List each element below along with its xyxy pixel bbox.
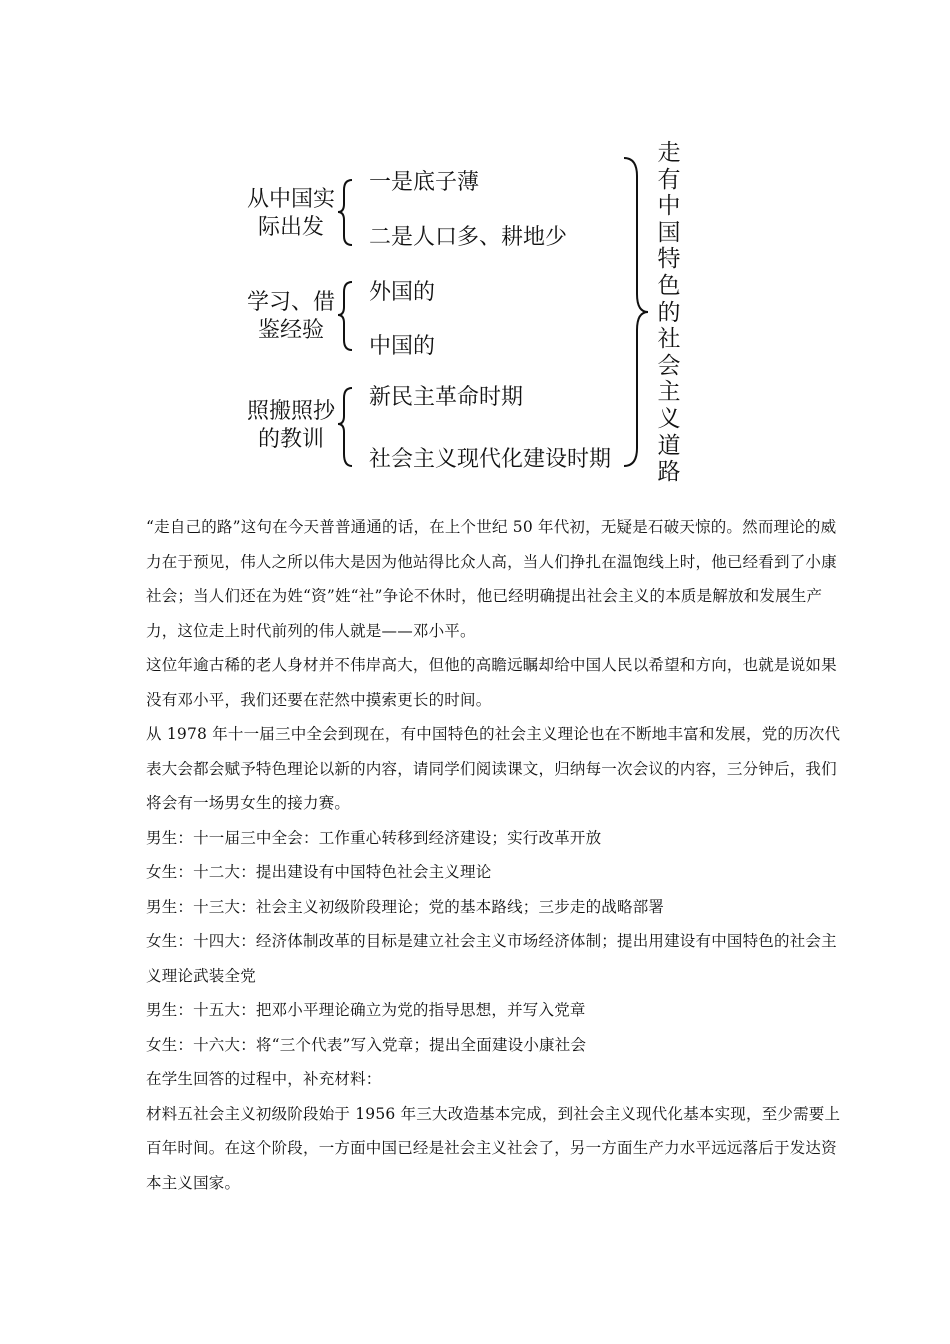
group-item: 二是人口多、耕地少 (369, 225, 568, 250)
paragraph: 女生：十四大：经济体制改革的目标是建立社会主义市场经济体制；提出用建设有中国特色的社会主义理论武装全党 (146, 932, 837, 985)
vertical-title (652, 140, 686, 486)
paragraph: 男生：十三大：社会主义初级阶段理论；党的基本路线；三步走的战略部署 (146, 897, 665, 916)
group-item: 社会主义现代化建设时期 (369, 447, 612, 472)
paragraph: 女生：十二大：提出建设有中国特色社会主义理论 (146, 863, 492, 881)
paragraph: “走自己的路”这句在今天普普通通的话，在上个世纪 50 年代初，无疑是石破天惊的。然而理论的威力在于预见，伟人之所以伟大是因为他站得比众人高，当人们挣扎在温饱线上时，他已经看到了小康社会；当人们还在为姓“资”姓“社”争论不休时，他已经明确提出社会主义的本质是解放和发展生产力，这位走上时代前列的伟人就是——邓小平。 (146, 518, 837, 640)
concept-diagram (0, 0, 950, 500)
group-item: 一是底子薄 (369, 170, 480, 195)
group-label-3 (236, 398, 346, 454)
group-label-line: 学习、借 (246, 290, 335, 315)
group-label-line: 照搬照抄 (246, 399, 335, 424)
group-label-2 (236, 289, 346, 345)
group-item: 中国的 (369, 334, 436, 359)
vertical-title-char: 色 (657, 272, 681, 299)
group-label-line: 的教训 (257, 427, 324, 452)
vertical-title-char: 国 (657, 219, 681, 246)
paragraph: 从 1978 年十一届三中全会到现在，有中国特色的社会主义理论也在不断地丰富和发展，党的历次代表大会都会赋予特色理论以新的内容，请同学们阅读课文，归纳每一次会议的内容，三分钟后，我们将会有一场男女生的接力赛。 (146, 725, 841, 812)
vertical-title-char: 主 (657, 379, 681, 406)
paragraph: 材料五社会主义初级阶段始于 1956 年三大改造基本完成，到社会主义现代化基本实现，至少需要上百年时间。在这个阶段，一方面中国已经是社会主义社会了，另一方面生产力水平远远落后于发达资本主义国家。 (146, 1104, 841, 1192)
vertical-title-char: 义 (657, 405, 681, 432)
vertical-title-char: 有 (657, 166, 681, 193)
body-text (146, 510, 846, 1200)
paragraph: 在学生回答的过程中，补充材料： (146, 1070, 382, 1088)
group-item: 外国的 (369, 280, 436, 305)
vertical-title-char: 社 (657, 326, 681, 353)
paragraph: 这位年逾古稀的老人身材并不伟岸高大，但他的高瞻远瞩却给中国人民以希望和方向，也就是说如果没有邓小平，我们还要在茫然中摸索更长的时间。 (146, 656, 837, 709)
paragraph: 男生：十五大：把邓小平理论确立为党的指导思想，并写入党章 (146, 1001, 586, 1019)
group-label-line: 鉴经验 (257, 318, 324, 343)
vertical-title-char: 特 (657, 246, 681, 273)
paragraph: 男生：十一届三中全会：工作重心转移到经济建设；实行改革开放 (146, 828, 602, 847)
vertical-title-char: 道 (657, 432, 681, 459)
vertical-title-char: 走 (657, 140, 681, 166)
paragraph: 女生：十六大：将“三个代表”写入党章；提出全面建设小康社会 (146, 1035, 587, 1054)
brace-main (624, 158, 648, 466)
group-item: 新民主革命时期 (369, 385, 524, 410)
vertical-title-char: 的 (657, 299, 681, 326)
vertical-title-char: 路 (657, 459, 681, 486)
vertical-title-char: 会 (657, 352, 681, 379)
vertical-title-char: 中 (657, 193, 681, 220)
group-label-line: 从中国实 (246, 187, 335, 212)
group-label-1 (236, 186, 346, 242)
group-label-line: 际出发 (257, 215, 324, 240)
